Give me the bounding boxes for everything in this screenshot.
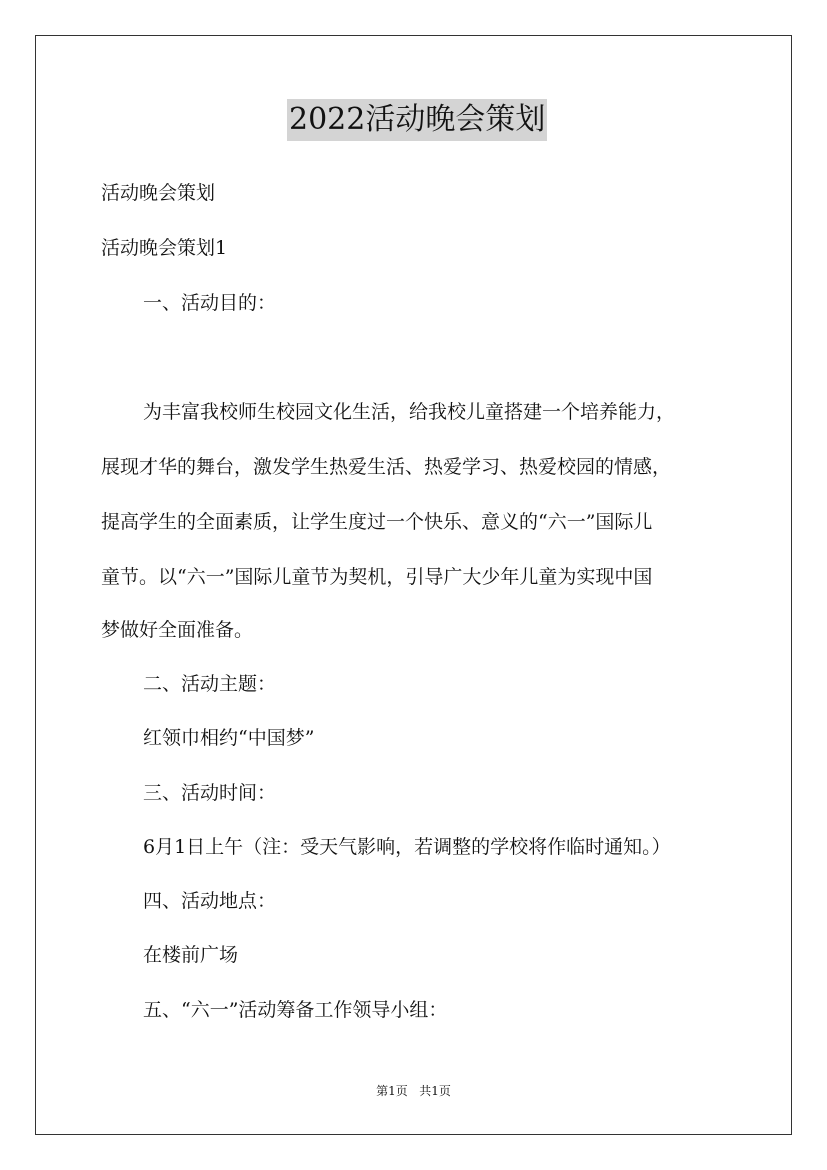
total-pages: 共1页 <box>419 1084 451 1098</box>
section-heading-theme: 二、活动主题： <box>143 673 277 695</box>
body-line: 展现才华的舞台，激发学生热爱生活、热爱学习、热爱校园的情感， <box>101 456 672 478</box>
footer-separator <box>408 1084 419 1098</box>
page-footer <box>0 1083 827 1099</box>
time-text: 6月1日上午（注：受天气影响，若调整的学校将作临时通知。） <box>143 836 671 858</box>
theme-text: 红领巾相约“中国梦” <box>143 727 315 749</box>
section-heading-time: 三、活动时间： <box>143 782 277 804</box>
section-heading-purpose: 一、活动目的： <box>143 292 277 314</box>
page-number: 第1页 <box>376 1084 408 1098</box>
section-heading-location: 四、活动地点： <box>143 890 277 912</box>
body-line: 童节。以“六一”国际儿童节为契机，引导广大少年儿童为实现中国 <box>101 566 653 588</box>
paragraph-subheading: 活动晚会策划1 <box>101 237 228 259</box>
body-line: 提高学生的全面素质，让学生度过一个快乐、意义的“六一”国际儿 <box>101 511 653 533</box>
section-heading-committee: 五、“六一”活动筹备工作领导小组： <box>143 999 448 1021</box>
body-line: 梦做好全面准备。 <box>101 619 254 641</box>
body-line: 为丰富我校师生校园文化生活，给我校儿童搭建一个培养能力， <box>143 401 676 423</box>
document-title: 2022活动晚会策划 <box>287 99 547 141</box>
location-text: 在楼前广场 <box>143 944 239 966</box>
paragraph-heading: 活动晚会策划 <box>101 182 216 204</box>
